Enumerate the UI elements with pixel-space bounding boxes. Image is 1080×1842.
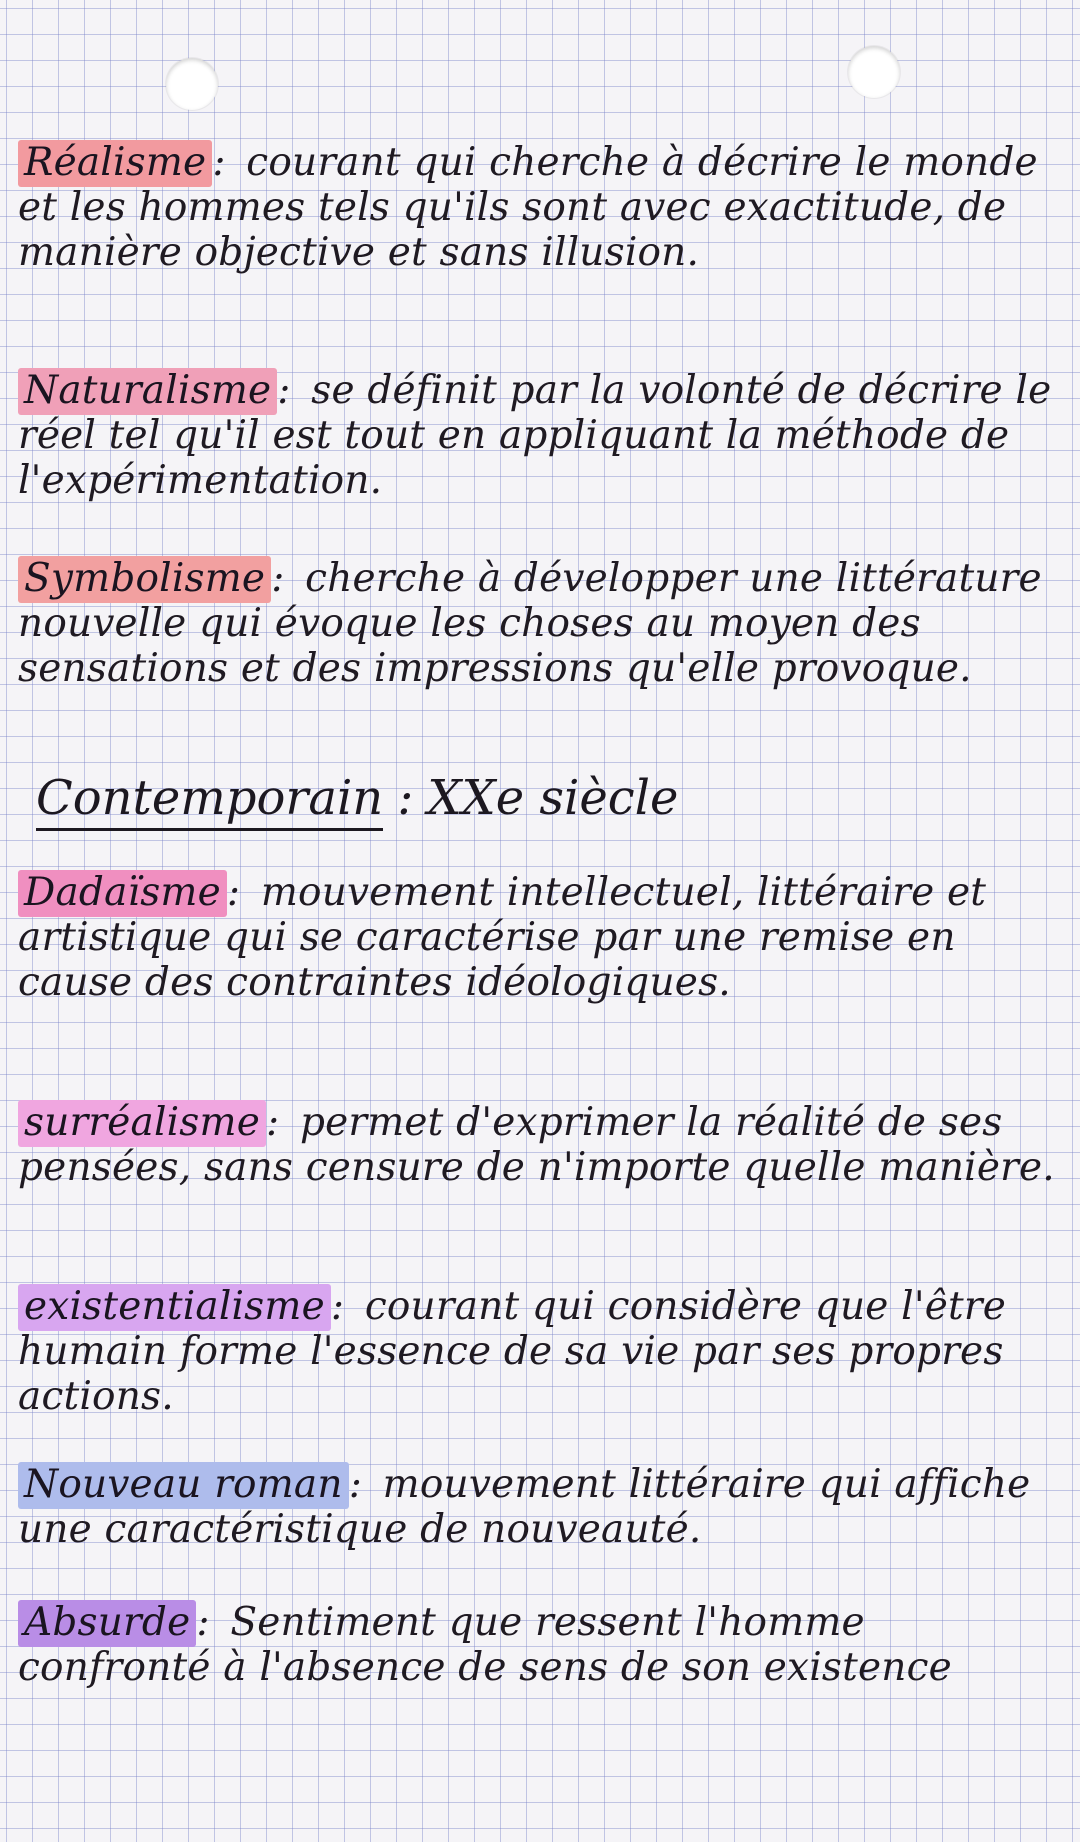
definition-absurde: Sentiment que ressent l'homme confronté à l'absence de sens de son existence — [18, 1600, 952, 1690]
separator: : — [271, 556, 285, 601]
section-title: Contemporain — [36, 770, 383, 831]
binder-hole-left — [166, 58, 218, 110]
note-surrealisme — [18, 1100, 1058, 1190]
section-separator: : — [397, 770, 414, 826]
definition-realisme: courant qui cherche à décrire le monde et les hommes tels qu'ils sont avec exactitude, de manière objective et sans illusion. — [18, 140, 1038, 275]
definition-nouveau-roman: mouvement littéraire qui affiche une caractéristique de nouveauté. — [18, 1462, 1031, 1552]
definition-dadaisme: mouvement intellectuel, littéraire et artistique qui se caractérise par une remise en cause des contraintes idéologiques. — [18, 870, 987, 1005]
definition-surrealisme: permet d'exprimer la réalité de ses pensées, sans censure de n'importe quelle manière. — [18, 1100, 1055, 1190]
section-heading — [36, 770, 936, 831]
note-naturalisme — [18, 368, 1058, 503]
separator: : — [226, 870, 241, 915]
term-realisme: Réalisme — [18, 140, 212, 187]
separator: : — [348, 1462, 363, 1507]
note-symbolisme — [18, 556, 1058, 691]
definition-symbolisme: cherche à développer une littérature nouvelle qui évoque les choses au moyen des sensations et des impressions qu'elle provoque. — [18, 556, 1042, 691]
separator: : — [330, 1284, 345, 1329]
binder-hole-right — [848, 46, 900, 98]
definition-existentialisme: courant qui considère que l'être humain forme l'essence de sa vie par ses propres actions. — [18, 1284, 1007, 1419]
term-dadaisme: Dadaïsme — [18, 870, 227, 917]
note-absurde — [18, 1600, 1058, 1690]
term-symbolisme: Symbolisme — [18, 556, 271, 603]
separator: : — [265, 1100, 280, 1145]
separator: : — [212, 140, 226, 185]
note-existentialisme — [18, 1284, 1058, 1419]
term-nouveau-roman: Nouveau roman — [18, 1462, 349, 1509]
term-existentialisme: existentialisme — [18, 1284, 331, 1331]
note-dadaisme — [18, 870, 1058, 1005]
note-nouveau-roman — [18, 1462, 1058, 1552]
term-surrealisme: surréalisme — [18, 1100, 266, 1147]
term-absurde: Absurde — [18, 1600, 196, 1647]
definition-naturalisme: se définit par la volonté de décrire le réel tel qu'il est tout en appliquant la méthode de l'expérimentation. — [18, 368, 1052, 503]
term-naturalisme: Naturalisme — [18, 368, 277, 415]
section-century: XXe siècle — [427, 770, 679, 826]
separator: : — [196, 1600, 210, 1645]
note-realisme — [18, 140, 1058, 275]
separator: : — [277, 368, 291, 413]
